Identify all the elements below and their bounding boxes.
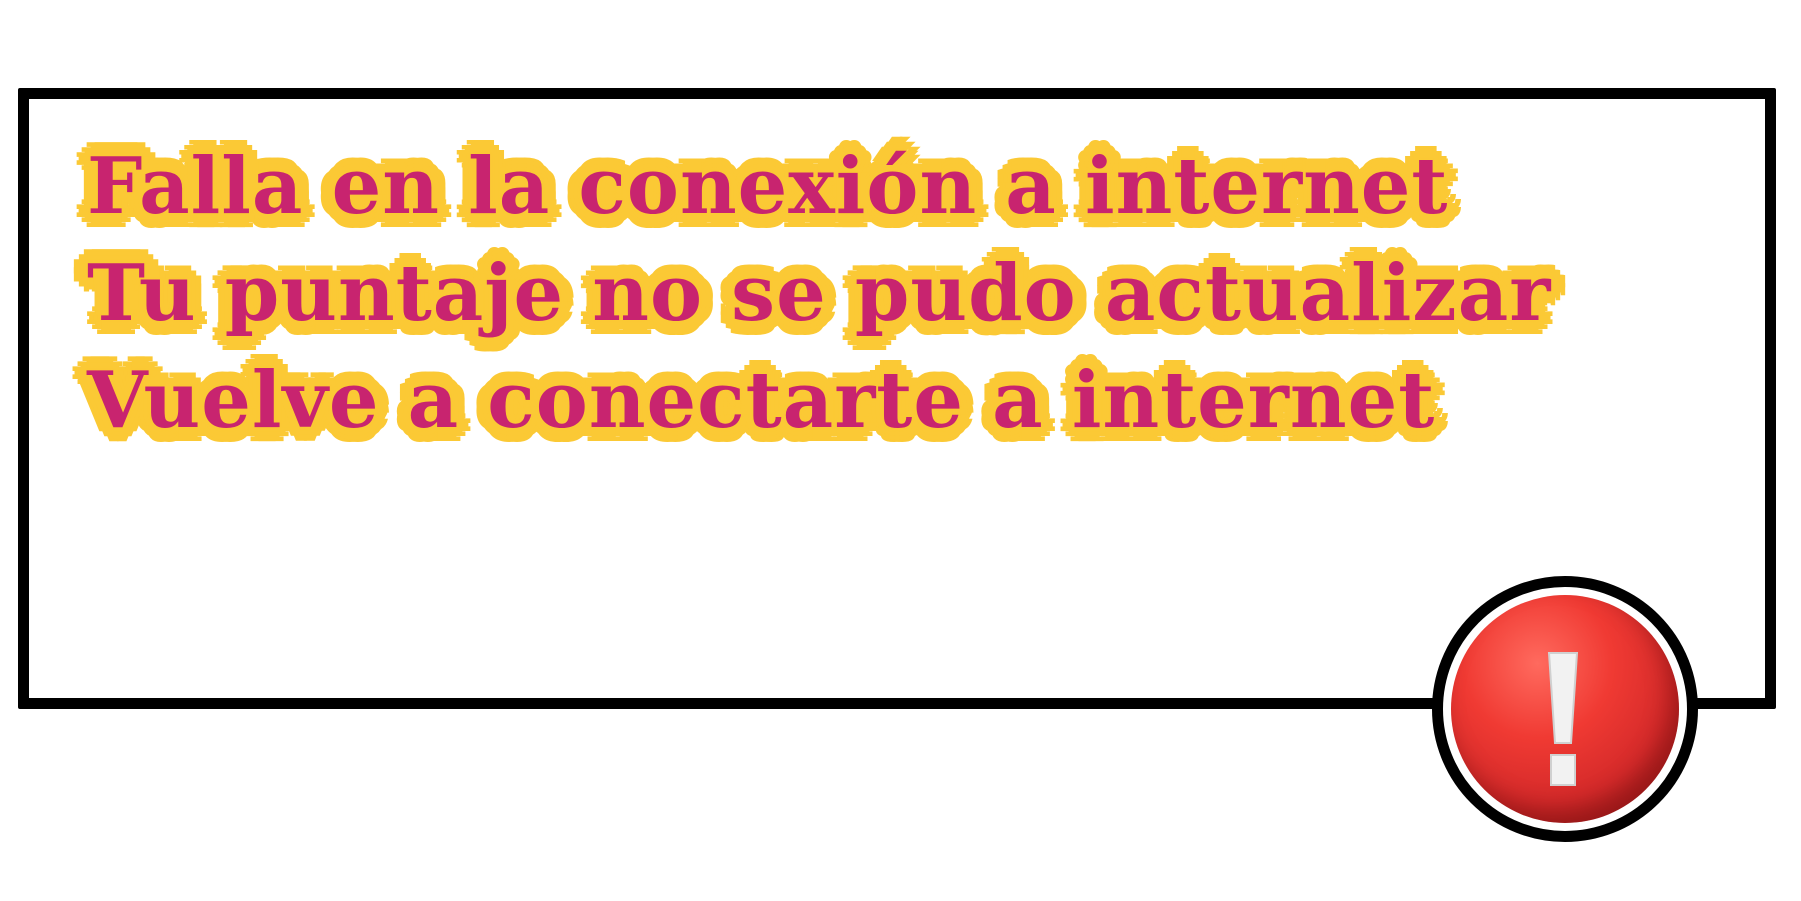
exclamation-icon (1451, 595, 1679, 823)
alert-badge-circle (1451, 595, 1679, 823)
error-line-score-not-updated: Tu puntaje no se pudo actualizar (87, 248, 1552, 339)
error-line-connection-failed: Falla en la conexión a internet (87, 141, 1449, 232)
alert-badge (1432, 576, 1698, 842)
error-line-reconnect-instruction: Vuelve a conectarte a internet (87, 355, 1436, 446)
error-message (87, 133, 1551, 454)
